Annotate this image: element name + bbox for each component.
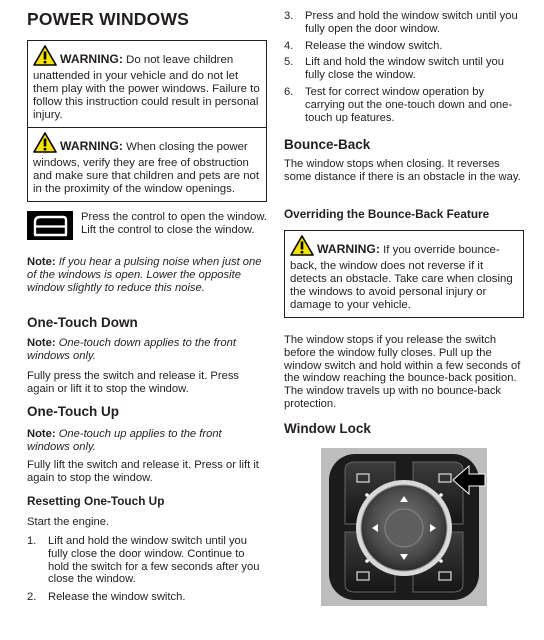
overriding-heading: Overriding the Bounce-Back Feature <box>284 207 490 221</box>
warning-text: Do not leave children unattended in your vehicle and do not let them play with the power windows. Failure to follow this instruction could result in personal injury. <box>33 54 260 121</box>
step-number: 5. <box>284 56 294 69</box>
step-text: Press and hold the window switch until you fully open the door window. <box>305 10 518 35</box>
step-number: 3. <box>284 10 294 22</box>
step-number: 4. <box>284 39 294 52</box>
warning-paragraph <box>33 45 261 122</box>
warning-label: WARNING: <box>317 242 380 256</box>
resetting-heading: Resetting One-Touch Up <box>27 494 165 508</box>
note-label: Note: <box>27 428 56 440</box>
list-item <box>284 86 524 124</box>
note-text: If you hear a pulsing noise when just one of the windows is open. Lower the opposite window slightly to reduce this noise. <box>27 256 262 294</box>
one-touch-down-heading: One-Touch Down <box>27 315 138 330</box>
warning-box-children <box>27 40 267 128</box>
step-number: 6. <box>284 85 294 98</box>
warning-box-override <box>284 230 524 318</box>
bounce-back-heading: Bounce-Back <box>284 137 371 152</box>
window-lock-illustration <box>321 448 487 606</box>
warning-triangle-icon <box>290 235 314 260</box>
note-text: One-touch up applies to the front windows only. <box>27 428 222 453</box>
bounce-back-text: The window stops when closing. It reverses some distance if there is an obstacle in the way. <box>284 158 521 183</box>
list-item <box>284 10 524 36</box>
window-lock-heading: Window Lock <box>284 421 371 436</box>
window-control-icon <box>27 211 73 240</box>
list-item <box>27 535 267 586</box>
warning-triangle-icon <box>33 45 57 70</box>
warning-label: WARNING: <box>60 139 123 153</box>
resetting-steps-list <box>27 535 267 604</box>
one-touch-up-text: Fully lift the switch and release it. Press or lift it again to stop the window. <box>27 459 259 484</box>
step-text: Lift and hold the window switch until you fully close the window. <box>305 56 505 82</box>
step-text: Lift and hold the window switch until you fully close the door window. Continue to hold the switch for a few seconds after you close the window. <box>48 535 260 586</box>
window-control-text: Press the control to open the window. Lift the control to close the window. <box>81 211 267 236</box>
note-label: Note: <box>27 256 56 268</box>
note-text: One-touch down applies to the front windows only. <box>27 337 236 362</box>
one-touch-down-note <box>27 337 267 363</box>
warning-paragraph <box>290 235 518 312</box>
warning-text: If you override bounce-back, the window does not reverse if it detects an obstacle. Take care when closing the windows to avoid personal injury or damage to your vehicle. <box>290 244 513 311</box>
warning-text: When closing the power windows, verify they are free of obstruction and make sure that children and pets are not in the proximity of the window openings. <box>33 141 260 195</box>
pulsing-noise-note <box>27 256 267 294</box>
note-label: Note: <box>27 337 56 349</box>
list-item <box>284 56 524 82</box>
warning-paragraph <box>33 132 261 196</box>
step-text: Test for correct window operation by carrying out the one-touch down and one-touch up features. <box>305 85 513 124</box>
list-item <box>27 591 267 604</box>
one-touch-up-note <box>27 428 267 454</box>
step-text: Release the window switch. <box>48 591 186 604</box>
warning-box-closing <box>27 127 267 202</box>
list-item <box>284 40 524 53</box>
one-touch-down-text: Fully press the switch and release it. Press again or lift it to stop the window. <box>27 370 240 395</box>
overriding-text: The window stops if you release the switch before the window fully closes. Pull up the window switch and hold within a few seconds of the window reaching the bounce-back position. The window travels up with no bounce-back protection. <box>284 334 521 410</box>
page-title: POWER WINDOWS <box>27 9 190 29</box>
warning-label: WARNING: <box>60 52 123 66</box>
resetting-intro: Start the engine. <box>27 516 110 528</box>
step-number: 2. <box>27 591 37 604</box>
window-control-row <box>27 211 267 237</box>
step-text: Release the window switch. <box>305 39 443 52</box>
step-number: 1. <box>27 535 37 547</box>
continued-steps-list <box>284 10 524 124</box>
one-touch-up-heading: One-Touch Up <box>27 404 119 419</box>
warning-triangle-icon <box>33 132 57 157</box>
